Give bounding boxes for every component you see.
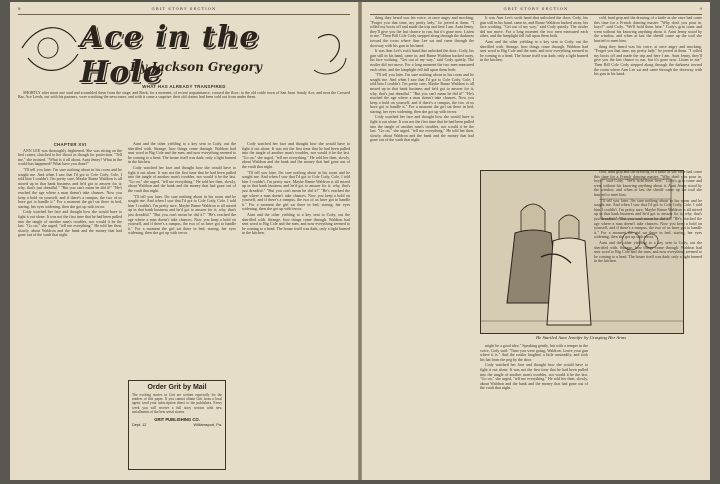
- page-number-right: 9: [699, 6, 702, 11]
- right-col-1-text-c: "I'll tell you later. I'm sure nothing about in his room and he sought me. And when I saw that I'd got to Cole Cody, Cole, I told him I couldn't. I'm pretty sure, Maybe Ranse Waldron is all mixed up in that bank business and he'd got to answer for it; why, that's just dreadful." "But you can't mean he did it!" "He's reached the age where a man doesn't take chances. Now you keep a hold on yourself, and if there's a rumpus, the two of us have got to handle it." For a moment the girl sat there in bed, staring, her eyes widening, then she got up with terror.: [370, 72, 474, 114]
- order-box-address: [132, 423, 222, 427]
- right-col-3-lower-text-c: Aunt and the other yielding to a key sent to Cody, out the sheriffed with. Strange, how things come through. Waldron had sent word to Big Cole and the men, and now everything seemed to be coming to a head. The house itself was dark; only a light burned in the kitchen.: [594, 239, 702, 264]
- left-column-3: [242, 142, 350, 476]
- story-byline: By Jackson Gregory: [130, 60, 262, 74]
- right-col-3-lower-text: cold, hard grip and the drawing of a knife as she once had come this time for a French dancing master. "Why don't you pour in, boys?" said Cody. "We'll hold them here." Cody's grin came and went without his knowing anything about it. Aunt Jenny stood by the window, and when at last the sheriff came up the trail she hurried to meet him.: [594, 170, 702, 197]
- right-col-3-text-b: thing they heard was his voice, at once angry and mocking. "Forget you that time, my pretty lady," he jeered at them. "I rolled my boots off and made the trip and here I am. Aunt Jenny, they'll give you the last chance to run, but it's gone now. Listen to me." Then Bill Cole Cody stepped along through the darkness toward the room where Ann Lee sat and came through the doorway with his gun in his hand.: [594, 43, 702, 77]
- running-header-right: [370, 6, 702, 15]
- chapter-body: "I'll tell you later. I'm sure nothing about in his room and he sought me. And when I saw that I'd got to Cole Cody, Cole, I told him I couldn't. I'm pretty sure, Maybe Ranse Waldron is all mixed up in that bank business and he'd got to answer for it; why, that's just dreadful." "But you can't mean he did it!" "He's reached the age where a man doesn't take chances. Now you keep a hold on yourself, and if there's a rumpus, the two of us have got to handle it." For a moment the girl sat there in bed, staring, her eyes widening, then she got up with terror.: [18, 166, 122, 209]
- right-col-1-text-d: Cody watched her face and thought how she would have to fight it out alone. It was not the first time that he had been pulled into the tangle of another man's troubles, nor would it be the last. "Go on," she urged, "tell me everything." He told her then, slowly, about Waldron and the bank and the money that had gone out of the vault that night.: [370, 114, 474, 143]
- chapter-opening: ANN LEE was thoroughly frightened. She was sitting on the bed corner, clutched to her throat as though for protection. "Tell me," she insisted. "What is it all about, Aunt Jenny? What in the world has happened? What have you done?": [18, 147, 122, 167]
- right-column-3-lower: [594, 170, 702, 476]
- column-3-text-b: "I'll tell you later. I'm sure nothing about in his room and he sought me. And when I saw that I'd got to Cole Cody, Cole, I told him I couldn't. I'm pretty sure, Maybe Ranse Waldron is all mixed up in that bank business and he'd got to answer for it; why, that's just dreadful." "But you can't mean he did it!" "He's reached the age where a man doesn't take chances. Now you keep a hold on yourself, and if there's a rumpus, the two of us have got to handle it." For a moment the girl sat there in bed, staring, her eyes widening, then she got up with terror.: [242, 169, 350, 212]
- column-3-text-c: Aunt and the other yielding to a key sent to Cody, out the sheriffed with. Strange, how things come through. Waldron had sent word to Big Cole and the men, and now everything seemed to be coming to a head. The house itself was dark; only a light burned in the kitchen.: [242, 211, 350, 236]
- chapter-body-repeat: Cody watched her face and thought how she would have to fight it out alone. It was not the first time that he had been pulled into the tangle of another man's troubles, nor would it be the last. "Go on," she urged, "tell me everything." He told her then, slowly, about Waldron and the bank and the money that had gone out of the vault that night.: [18, 209, 122, 238]
- right-col-2-text-b: Aunt and the other yielding to a key sent to Cody, out the sheriffed with. Strange, how things come through. Waldron had sent word to Big Cole and the men, and now everything seemed to be coming to a head. The house itself was dark; only a light burned in the kitchen.: [480, 38, 588, 63]
- order-box-publisher: GRIT PUBLISHING CO.: [154, 417, 200, 423]
- order-by-mail-box: [128, 380, 226, 470]
- right-col-2-lower-text: might be a good idea." Speaking gently, but with a temper in the voice, Cody said: "Time you were going, Waldron. Leave your gun where it is." And the rustler laughed, a little unsteadily, and took his hat from the peg by the door.: [480, 344, 588, 362]
- right-col-3-lower-text-b: "I'll tell you later. I'm sure nothing about in his room and he sought me. And when I saw that I'd got to Cole Cody, Cole, I told him I couldn't. I'm pretty sure, Maybe Ranse Waldron is all mixed up in that bank business and he'd got to answer for it; why, that's just dreadful." "But you can't mean he did it!" "He's reached the age where a man doesn't take chances. Now you keep a hold on yourself, and if there's a rumpus, the two of us have got to handle it." For a moment the girl sat there in bed, staring, her eyes widening, then she got up with terror.: [594, 197, 702, 240]
- order-box-heading: Order Grit by Mail: [147, 384, 207, 391]
- synopsis-text: SHORTLY after noon one stud and scrambled them from the stage, and Buck, for a moment, of recent acquaintance, crossed the floor; to the old cattle town of San Juan. Sandy Ace, and near the Crossed Bar, Ace Leeds, out with his partners, were watching the newcomer, and with it came a surprise: their old claims had been sold out from under them.: [18, 89, 350, 100]
- section-name-left: GRIT STORY SECTION: [151, 6, 217, 11]
- running-header-left: [18, 6, 350, 15]
- chapter-heading: CHAPTER XVI: [53, 142, 87, 147]
- section-name-right: GRIT STORY SECTION: [503, 6, 569, 11]
- magazine-spread: [10, 2, 710, 480]
- right-column-2-lower: [480, 344, 588, 476]
- left-column-2: [128, 142, 236, 376]
- right-col-1-text: thing they heard was his voice, at once angry and mocking. "Forget you that time, my pretty lady," he jeered at them. "I rolled my boots off and made the trip and here I am. Aunt Jenny, they'll give you the last chance to run, but it's gone now. Listen to me." Then Bill Cole Cody stepped along through the darkness toward the room where Ann Lee sat and came through the doorway with his gun in his hand.: [370, 16, 474, 48]
- page-number-left: 8: [18, 6, 21, 11]
- right-col-2-text: It was Ann Lee's swift hand that unlocked the door; Cody, his gun still in his hand, came in, and Ranse Waldron backed away, his face working. "Get out of my way," said Cody quietly. The rustler did not move. For a long moment the two men measured each other, and the lamplight fell full upon them both.: [480, 16, 588, 39]
- synopsis-heading: WHAT HAS ALREADY TRANSPIRED: [142, 84, 226, 89]
- right-column-1: [370, 16, 474, 476]
- column-2-text: Aunt and the other yielding to a key sent to Cody, out the sheriffed with. Strange, how things come through. Waldron had sent word to Big Cole and the men, and now everything seemed to be coming to a head. The house itself was dark; only a light burned in the kitchen.: [128, 142, 236, 165]
- illustration-caption: He Startled Aunt Jennifer by Grasping Her Arms: [535, 335, 627, 340]
- right-col-1-text-b: It was Ann Lee's swift hand that unlocked the door; Cody, his gun still in his hand, came in, and Ranse Waldron backed away, his face working. "Get out of my way," said Cody quietly. The rustler did not move. For a long moment the two men measured each other, and the lamplight fell full upon them both.: [370, 48, 474, 72]
- column-2-text-b: Cody watched her face and thought how she would have to fight it out alone. It was not the first time that he had been pulled into the tangle of another man's troubles, nor would it be the last. "Go on," she urged, "tell me everything." He told her then, slowly, about Waldron and the bank and the money that had gone out of the vault that night.: [128, 164, 236, 193]
- right-column-3: [594, 16, 702, 166]
- column-3-text: Cody watched her face and thought how she would have to fight it out alone. It was not the first time that he had been pulled into the tangle of another man's troubles, nor would it be the last. "Go on," she urged, "tell me everything." He told her then, slowly, about Waldron and the bank and the money that had gone out of the vault that night.: [242, 142, 350, 169]
- order-box-body: The exciting stories in Grit are written especially for the readers of this paper. If you cannot obtain Grit from a local agent, send your subscription direct to the publishers. Every week you will receive a full story section with new installments of the best serial stories.: [132, 393, 222, 414]
- left-page: [10, 2, 359, 480]
- right-col-2-lower-text-b: Cody watched her face and thought how she would have to fight it out alone. It was not the first time that he had been pulled into the tangle of another man's troubles, nor would it be the last. "Go on," she urged, "tell me everything." He told her then, slowly, about Waldron and the bank and the money that had gone out of the vault that night.: [480, 362, 588, 391]
- right-column-2: [480, 16, 588, 166]
- right-col-3-text: cold, hard grip and the drawing of a knife as she once had come this time for a French dancing master. "Why don't you pour in, boys?" said Cody. "We'll hold them here." Cody's grin came and went without his knowing anything about it. Aunt Jenny stood by the window, and when at last the sheriff came up the trail she hurried to meet him.: [594, 16, 702, 43]
- story-title: Ace in the Hole: [80, 20, 260, 90]
- order-box-city: Williamsport, Pa.: [193, 423, 222, 428]
- left-column-1: [18, 142, 122, 476]
- order-box-dept: Dept. 12: [132, 423, 147, 428]
- right-page: [362, 2, 710, 480]
- column-2-text-c: "I'll tell you later. I'm sure nothing about in his room and he sought me. And when I saw that I'd got to Cole Cody, Cole, I told him I couldn't. I'm pretty sure, Maybe Ranse Waldron is all mixed up in that bank business and he'd got to answer for it; why, that's just dreadful." "But you can't mean he did it!" "He's reached the age where a man doesn't take chances. Now you keep a hold on yourself, and if there's a rumpus, the two of us have got to handle it." For a moment the girl sat there in bed, staring, her eyes widening, then she got up with terror.: [128, 193, 236, 236]
- synopsis-block: [18, 84, 350, 142]
